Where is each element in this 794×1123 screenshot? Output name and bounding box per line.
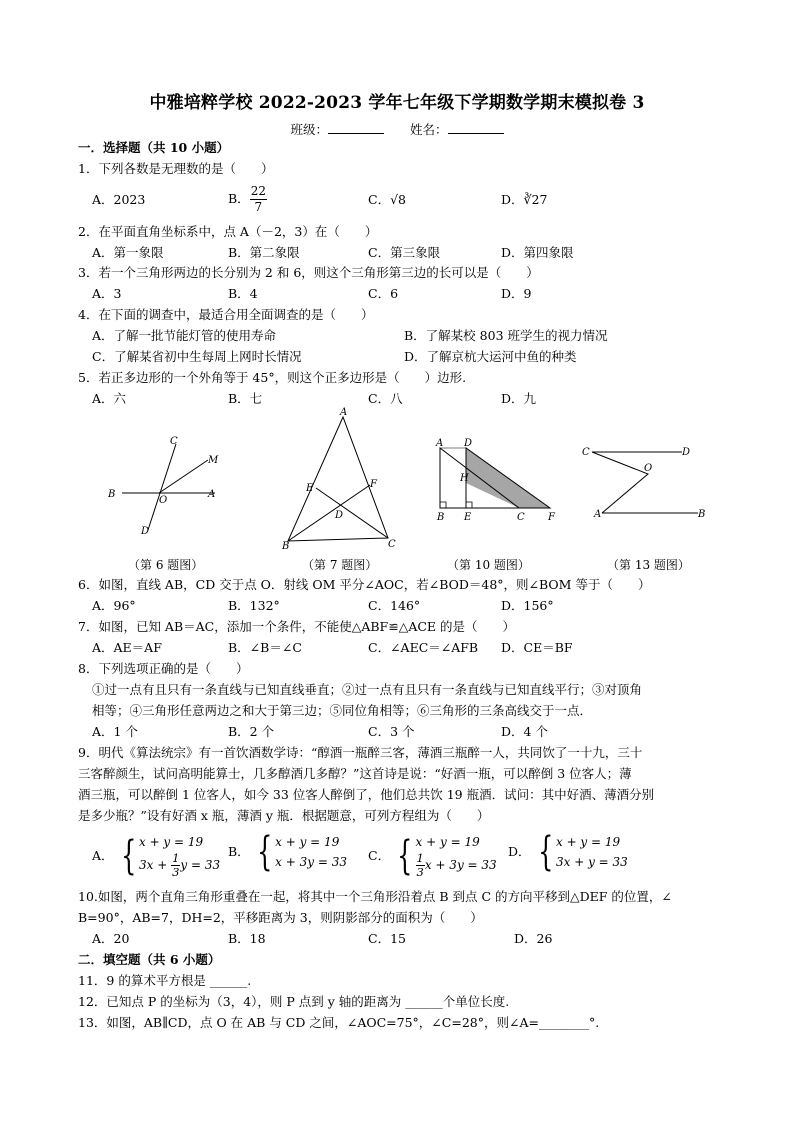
fig6-label-m: M: [208, 455, 219, 466]
fig13-label-d: D: [682, 447, 691, 458]
q2-option-d[interactable]: D．第四象限: [501, 245, 574, 260]
fig10-label-e: E: [464, 512, 472, 523]
q10-option-c[interactable]: C．15: [368, 931, 406, 946]
fig6-label-b: B: [108, 489, 116, 500]
fig10-label-f: F: [548, 512, 555, 523]
q10-option-d[interactable]: D．26: [514, 931, 553, 946]
fig7-label-c: C: [388, 539, 396, 550]
q6-stem: 6．如图，直线 AB，CD 交于点 O．射线 OM 平分∠AOC，若∠BOD＝48°，则∠BOM 等于（ ）: [78, 577, 651, 592]
q8-option-c[interactable]: C．3 个: [368, 724, 415, 739]
q9-option-d[interactable]: D． { x + y = 19 3x + y = 33: [508, 829, 628, 875]
q5-option-a[interactable]: A．六: [92, 391, 127, 406]
figure-7: [278, 405, 398, 550]
fig6-label-c: C: [170, 436, 178, 447]
fig13-label-o: O: [644, 463, 653, 474]
fig6-label-a: A: [208, 489, 216, 500]
q6-option-a[interactable]: A．96°: [92, 598, 136, 613]
class-blank[interactable]: [328, 133, 384, 134]
q5-option-b[interactable]: B．七: [228, 391, 263, 406]
q6-option-c[interactable]: C．146°: [368, 598, 421, 613]
q9-option-c[interactable]: C． { x + y = 19 $\frac{1}{3}$ x + 3y = 33: [368, 832, 497, 879]
fig7-label-e: E: [306, 483, 314, 494]
fig6-label-d: D: [141, 526, 150, 537]
q5-stem: 5．若正多边形的一个外角等于 45°，则这个正多边形是（ ）边形.: [78, 370, 467, 385]
fig13-label-a: A: [594, 509, 602, 520]
section1-heading: 一．选择题（共 10 小题）: [78, 140, 230, 155]
q3-stem: 3．若一个三角形两边的长分别为 2 和 6，则这个三角形第三边的长可以是（ ）: [78, 265, 539, 280]
name-label: 姓名：: [409, 122, 448, 137]
q4-option-d[interactable]: D．了解京杭大运河中鱼的种类: [404, 349, 577, 364]
fig13-label-c: C: [582, 447, 590, 458]
student-info: [0, 120, 794, 138]
q8-stem: 8．下列选项正确的是（ ）: [78, 661, 249, 676]
figure-10: [428, 436, 563, 526]
q2-option-a[interactable]: A．第一象限: [92, 245, 164, 260]
q6-option-d[interactable]: D．156°: [501, 598, 554, 613]
fig10-label-a: A: [436, 438, 444, 449]
fig10-label-b: B: [437, 512, 445, 523]
q4-stem: 4．在下面的调查中，最适合用全面调查的是（ ）: [78, 307, 374, 322]
q9-line3: 酒三瓶，可以醉倒 1 位客人，如今 33 位客人醉倒了，他们总共饮 19 瓶酒．试问：其中好酒、薄酒分别: [78, 787, 655, 802]
q5-option-c[interactable]: C．八: [368, 391, 403, 406]
fig10-label-d: D: [464, 438, 473, 449]
q8-statements-line2: 相等；④三角形任意两边之和大于第三边；⑤同位角相等；⑥三角形的三条高线交于一点．: [92, 703, 593, 718]
figure-6: [100, 430, 230, 545]
q4-option-a[interactable]: A．了解一批节能灯管的使用寿命: [92, 328, 277, 343]
q1-option-c[interactable]: C．√8: [368, 192, 406, 207]
fig13-label-b: B: [698, 509, 706, 520]
q1-option-b[interactable]: B． $\frac{22}{7}$: [228, 184, 266, 214]
q10-option-a[interactable]: A．20: [92, 931, 130, 946]
q9-line4: 是多少瓶？”设有好酒 x 瓶，薄酒 y 瓶．根据题意，可列方程组为（ ）: [78, 808, 490, 823]
q6-option-b[interactable]: B．132°: [228, 598, 280, 613]
q1-option-d[interactable]: D．∛27: [501, 192, 548, 207]
q10-line1: 10.如图，两个直角三角形重叠在一起，将其中一个三角形沿着点 B 到点 C 的方向平移到△DEF 的位置，∠: [78, 889, 672, 904]
q7-option-b[interactable]: B．∠B＝∠C: [228, 640, 302, 655]
fig6-caption: （第 6 题图）: [128, 558, 204, 572]
q11-text: 11．9 的算术平方根是 ______.: [78, 973, 252, 988]
q8-option-b[interactable]: B．2 个: [228, 724, 275, 739]
q10-option-b[interactable]: B．18: [228, 931, 266, 946]
q3-option-d[interactable]: D．9: [501, 286, 532, 301]
q8-option-a[interactable]: A．1 个: [92, 724, 138, 739]
fig7-caption: （第 7 题图）: [302, 558, 378, 572]
fig10-label-h: H: [460, 473, 469, 484]
section2-heading: 二．填空题（共 6 小题）: [78, 952, 221, 967]
q3-option-c[interactable]: C．6: [368, 286, 399, 301]
q9-option-b[interactable]: B． { x + y = 19 x + 3y = 33: [228, 829, 347, 875]
q8-option-d[interactable]: D．4 个: [501, 724, 548, 739]
q2-option-c[interactable]: C．第三象限: [368, 245, 441, 260]
q1-option-a[interactable]: A．2023: [92, 192, 146, 207]
q2-option-b[interactable]: B．第二象限: [228, 245, 300, 260]
q7-option-c[interactable]: C．∠AEC＝∠AFB: [368, 640, 479, 655]
fig7-label-f: F: [370, 479, 377, 490]
q9-line2: 三客醉颜生，试问高明能算士，几多醇酒几多醇？”这首诗是说：“好酒一瓶，可以醉倒 3 位客人；薄: [78, 766, 632, 781]
q10-line2: B=90°，AB=7，DH=2，平移距离为 3，则阴影部分的面积为（ ）: [78, 910, 483, 925]
q13-text: 13．如图，AB∥CD，点 O 在 AB 与 CD 之间，∠AOC=75°，∠C=28°，则∠A=________°.: [78, 1015, 600, 1030]
name-blank[interactable]: [448, 133, 504, 134]
q2-stem: 2．在平面直角坐标系中，点 A（－2，3）在（ ）: [78, 224, 378, 239]
q3-option-a[interactable]: A．3: [92, 286, 122, 301]
fig7-label-a: A: [340, 407, 348, 418]
q7-option-a[interactable]: A．AE＝AF: [92, 640, 162, 655]
figure-13: [578, 440, 713, 526]
q7-option-d[interactable]: D．CE＝BF: [501, 640, 573, 655]
q4-option-c[interactable]: C．了解某省初中生每周上网时长情况: [92, 349, 302, 364]
fig10-label-c: C: [517, 512, 525, 523]
q12-text: 12．已知点 P 的坐标为（3，4），则 P 点到 y 轴的距离为 ______个单位长度.: [78, 994, 510, 1009]
fig13-caption: （第 13 题图）: [607, 558, 690, 572]
q7-stem: 7．如图，已知 AB＝AC，添加一个条件，不能使△ABF≌△ACE 的是（ ）: [78, 619, 516, 634]
q5-option-d[interactable]: D．九: [501, 391, 537, 406]
q9-option-a[interactable]: A． { x + y = 19 3x + $\frac{1}{3}$ y = 33: [92, 832, 221, 879]
class-label: 班级：: [290, 122, 329, 137]
fig10-caption: （第 10 题图）: [447, 558, 530, 572]
q3-option-b[interactable]: B．4: [228, 286, 258, 301]
q8-statements-line1: ①过一点有且只有一条直线与已知直线垂直；②过一点有且只有一条直线与已知直线平行；③对顶角: [92, 682, 643, 697]
fig7-label-d: D: [335, 510, 344, 521]
q9-line1: 9．明代《算法统宗》有一首饮酒数学诗：“醇酒一瓶醉三客，薄酒三瓶醉一人，共同饮了一十九，三十: [78, 745, 643, 760]
q1-stem: 1．下列各数是无理数的是（ ）: [78, 161, 274, 176]
fig6-label-o: O: [159, 495, 168, 506]
q4-option-b[interactable]: B．了解某校 803 班学生的视力情况: [404, 328, 608, 343]
fig7-label-b: B: [282, 541, 290, 550]
exam-title: 中雅培粹学校 2022-2023 学年七年级下学期数学期末模拟卷 3: [149, 93, 645, 113]
